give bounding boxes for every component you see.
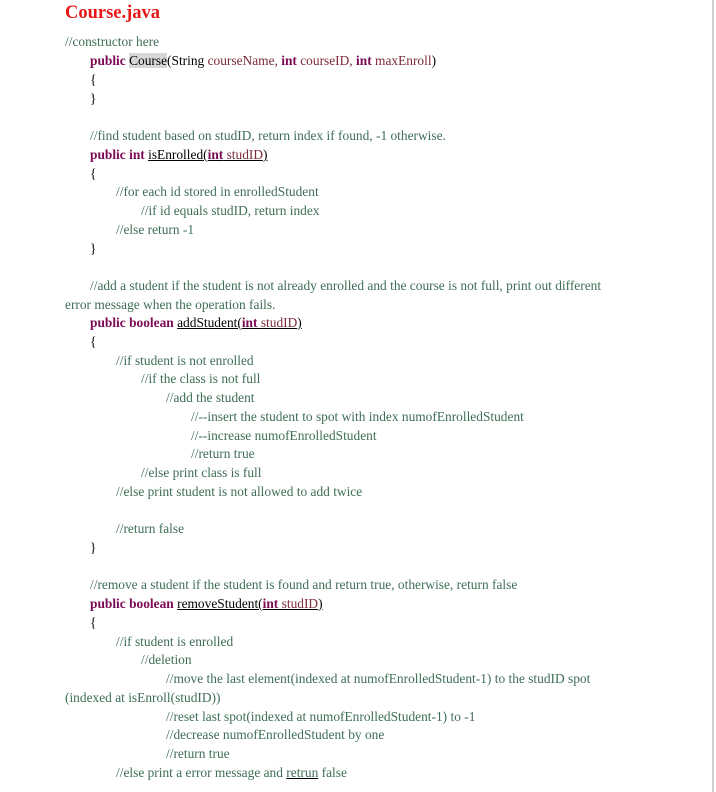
comment-for-each-id: //for each id stored in enrolledStudent: [116, 184, 319, 199]
method-add-student: [177, 315, 302, 330]
comment-else-not-allowed: //else print student is not allowed to add twice: [116, 484, 363, 499]
constructor-signature: [90, 51, 436, 70]
close-paren: ): [431, 53, 437, 68]
comment-else-error: [116, 763, 347, 782]
keyword-int: int: [356, 53, 372, 68]
close-paren: ): [318, 596, 323, 611]
comment-return-true: //return true: [191, 446, 255, 461]
comment-remove-student: //remove a student if the student is found and return true, otherwise, return false: [90, 577, 518, 592]
keyword-int: int: [281, 53, 297, 68]
brace-open: {: [90, 72, 97, 87]
keyword-public: public: [90, 596, 126, 611]
comment-increase-count: //--increase numofEnrolledStudent: [191, 428, 377, 443]
keyword-public: public: [90, 53, 126, 68]
keyword-boolean: boolean: [129, 596, 174, 611]
brace-open: {: [90, 166, 97, 181]
comment-insert-student: //--insert the student to spot with index numofEnrolledStudent: [191, 409, 524, 424]
comment-add-student: //add a student if the student is not already enrolled and the course is not full, print out different: [90, 278, 602, 293]
keyword-boolean: boolean: [129, 315, 174, 330]
method-name: isEnrolled(: [148, 147, 208, 162]
param-course-name: courseName,: [207, 53, 278, 68]
param-stud-id: studID: [260, 315, 298, 330]
document-title: Course.java: [65, 3, 161, 23]
param-stud-id: studID: [226, 147, 264, 162]
method-is-enrolled: [148, 147, 267, 162]
brace-close: }: [90, 241, 97, 256]
comment-add-student-cont: error message when the operation fails.: [65, 297, 276, 312]
comment-else-error-tail: false: [318, 765, 347, 780]
brace-close: }: [90, 91, 97, 106]
keyword-int: int: [241, 315, 258, 330]
comment-return-true: //return true: [166, 746, 230, 761]
method-name: addStudent(: [177, 315, 242, 330]
keyword-int: int: [207, 147, 224, 162]
comment-find-student: //find student based on studID, return index if found, -1 otherwise.: [90, 128, 446, 143]
comment-add-the-student: //add the student: [166, 390, 255, 405]
method-name: removeStudent(: [177, 596, 263, 611]
comment-if-enrolled: //if student is enrolled: [116, 634, 234, 649]
keyword-int: int: [129, 147, 145, 162]
add-student-signature: [90, 313, 302, 332]
comment-else-class-full: //else print class is full: [141, 465, 262, 480]
comment-if-class-not-full: //if the class is not full: [141, 371, 261, 386]
brace-close: }: [90, 540, 97, 555]
comment-move-last-element-cont: (indexed at isEnroll(studID)): [65, 690, 221, 705]
constructor-name: Course: [129, 53, 168, 68]
comment-else-return: //else return -1: [116, 222, 195, 237]
comment-reset-last-spot: //reset last spot(indexed at numofEnrolledStudent-1) to -1: [166, 709, 476, 724]
comment-if-id-equals: //if id equals studID, return index: [141, 203, 320, 218]
param-course-id: courseID,: [300, 53, 353, 68]
param-stud-id: studID: [281, 596, 319, 611]
keyword-public: public: [90, 315, 126, 330]
brace-open: {: [90, 334, 97, 349]
is-enrolled-signature: [90, 145, 268, 164]
brace-open: {: [90, 615, 97, 630]
comment-deletion: //deletion: [141, 652, 192, 667]
misspelled-word: retrun: [286, 765, 319, 780]
comment-decrease-count: //decrease numofEnrolledStudent by one: [166, 727, 385, 742]
method-remove-student: [177, 596, 322, 611]
close-paren: ): [263, 147, 268, 162]
param-max-enroll: maxEnroll: [375, 53, 432, 68]
keyword-int: int: [262, 596, 279, 611]
comment-move-last-element: //move the last element(indexed at numofEnrolledStudent-1) to the studID spot: [166, 671, 591, 686]
comment-return-false: //return false: [116, 521, 185, 536]
param-type-string: (String: [167, 53, 205, 68]
remove-student-signature: [90, 594, 323, 613]
comment-constructor: //constructor here: [65, 34, 160, 49]
close-paren: ): [297, 315, 302, 330]
keyword-public: public: [90, 147, 126, 162]
comment-if-not-enrolled: //if student is not enrolled: [116, 353, 254, 368]
comment-else-error-text: //else print a error message and: [116, 765, 287, 780]
